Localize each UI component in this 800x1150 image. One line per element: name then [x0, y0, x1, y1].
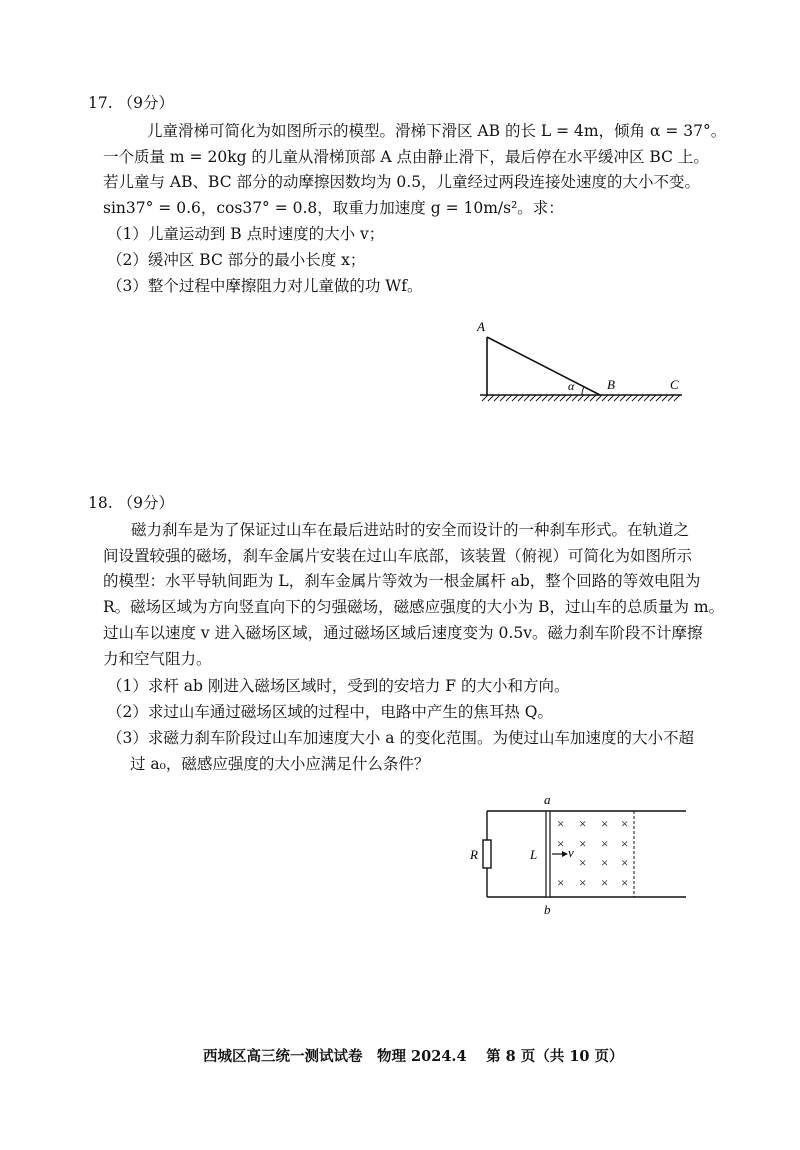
- svg-text:×: ×: [601, 816, 609, 831]
- label-v: v: [568, 845, 574, 860]
- q17-line-2: 一个质量 m = 20kg 的儿童从滑梯顶部 A 点由静止滑下，最后停在水平缓冲区 BC 上。: [103, 148, 709, 166]
- q18-line-1: 磁力刹车是为了保证过山车在最后进站时的安全而设计的一种刹车形式。在轨道之: [131, 521, 690, 539]
- label-A: A: [477, 319, 485, 334]
- label-L: L: [530, 847, 538, 862]
- svg-text:×: ×: [601, 836, 609, 851]
- q17-line-1: 儿童滑梯可简化为如图所示的模型。滑梯下滑区 AB 的长 L = 4m，倾角 α = 37°。: [147, 122, 727, 140]
- q18-part-2: （2）求过山车通过磁场区域的过程中，电路中产生的焦耳热 Q。: [107, 703, 553, 721]
- slide-diagram: [470, 315, 700, 415]
- svg-text:×: ×: [621, 816, 629, 831]
- svg-text:×: ×: [579, 855, 587, 870]
- label-a: a: [544, 792, 551, 807]
- q18-part-3-cont: 过 a₀，磁感应强度的大小应满足什么条件？: [130, 755, 430, 773]
- q17-line-4: sin37° = 0.6，cos37° = 0.8，取重力加速度 g = 10m/s²。求：: [103, 199, 564, 217]
- q17-line-3: 若儿童与 AB、BC 部分的动摩擦因数均为 0.5，儿童经过两段连接处速度的大小不变。: [103, 173, 701, 191]
- q17-part-3: （3）整个过程中摩擦阻力对儿童做的功 Wf。: [107, 277, 423, 295]
- label-b: b: [544, 902, 551, 917]
- svg-text:×: ×: [621, 855, 629, 870]
- label-R: R: [470, 847, 478, 862]
- page-footer: 西城区高三统一测试试卷 物理 2024.4 第 8 页（共 10 页）: [203, 1048, 624, 1065]
- label-alpha: α: [568, 379, 575, 393]
- svg-text:×: ×: [557, 836, 565, 851]
- label-C: C: [670, 377, 679, 392]
- svg-text:×: ×: [579, 875, 587, 890]
- svg-text:×: ×: [557, 875, 565, 890]
- q18-line-3: 的模型：水平导轨间距为 L，刹车金属片等效为一根金属杆 ab，整个回路的等效电阻为: [103, 572, 701, 590]
- resistor: [483, 840, 491, 868]
- q17-part-1: （1）儿童运动到 B 点时速度的大小 v；: [107, 225, 385, 243]
- svg-text:×: ×: [601, 855, 609, 870]
- svg-text:×: ×: [579, 816, 587, 831]
- svg-text:×: ×: [601, 875, 609, 890]
- svg-text:×: ×: [621, 875, 629, 890]
- q18-header: 18. （9分）: [88, 494, 174, 512]
- q18-line-6: 力和空气阻力。: [103, 650, 212, 668]
- svg-text:×: ×: [621, 836, 629, 851]
- svg-text:×: ×: [557, 816, 565, 831]
- label-B: B: [607, 377, 615, 392]
- q17-header: 17. （9分）: [88, 94, 174, 112]
- metal-rod-ab: [546, 811, 550, 897]
- q18-line-5: 过山车以速度 v 进入磁场区域，通过磁场区域后速度变为 0.5v。磁力刹车阶段不计摩擦: [103, 624, 703, 642]
- q18-part-3: （3）求磁力刹车阶段过山车加速度大小 a 的变化范围。为使过山车加速度的大小不超: [107, 729, 694, 747]
- q18-line-2: 间设置较强的磁场，刹车金属片安装在过山车底部，该装置（俯视）可简化为如图所示: [103, 547, 693, 565]
- q17-part-2: （2）缓冲区 BC 部分的最小长度 x；: [107, 251, 366, 269]
- magnetic-brake-diagram: [462, 790, 702, 920]
- q18-part-1: （1）求杆 ab 刚进入磁场区域时，受到的安培力 F 的大小和方向。: [107, 677, 570, 695]
- q18-line-4: R。磁场区域为方向竖直向下的匀强磁场，磁感应强度的大小为 B，过山车的总质量为 m。: [103, 598, 725, 616]
- svg-text:×: ×: [579, 836, 587, 851]
